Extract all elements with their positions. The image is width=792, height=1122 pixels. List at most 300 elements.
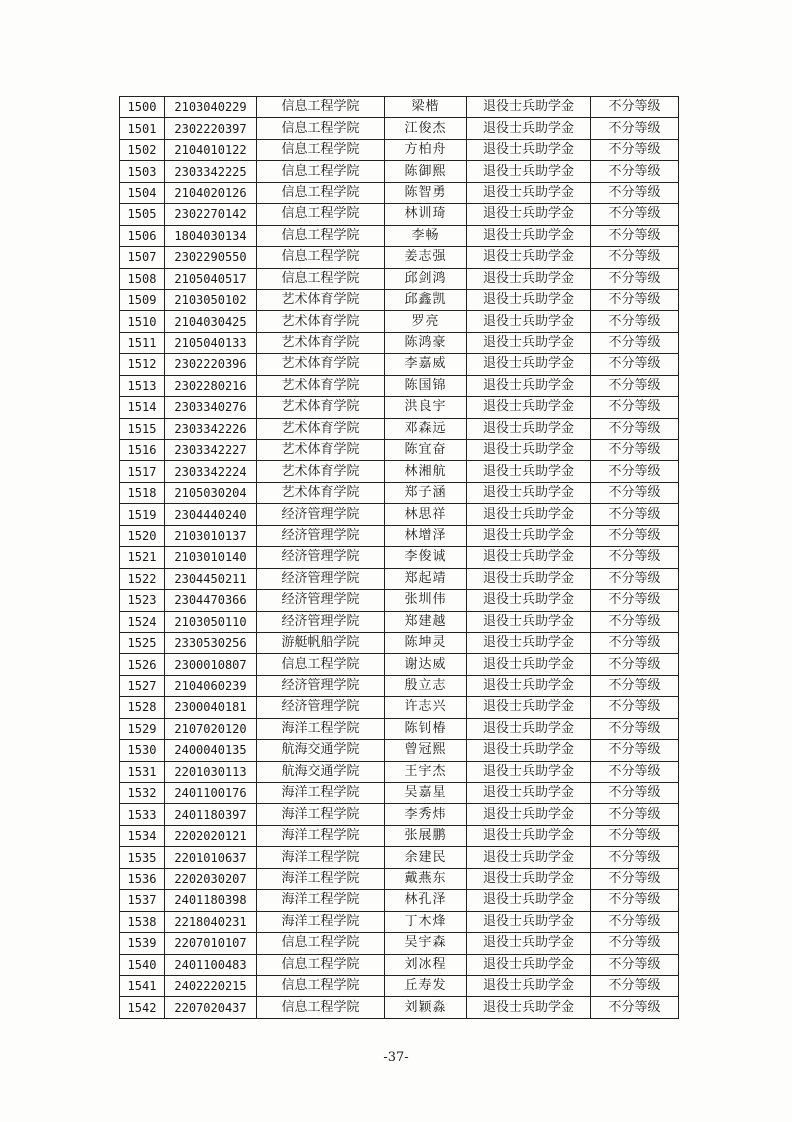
grade-cell: 不分等级 [591,397,679,418]
college-cell: 信息工程学院 [257,161,385,182]
grade-cell: 不分等级 [591,289,679,310]
student-id-cell: 2401100483 [165,954,257,975]
student-id-cell: 2304450211 [165,568,257,589]
student-id-cell: 2302220396 [165,354,257,375]
student-id-cell: 2201010637 [165,847,257,868]
award-type-cell: 退役士兵助学金 [467,268,591,289]
row-index-cell: 1537 [120,890,165,911]
college-cell: 海洋工程学院 [257,890,385,911]
table-row [120,611,679,632]
grade-cell: 不分等级 [591,847,679,868]
award-type-cell: 退役士兵助学金 [467,804,591,825]
award-type-cell: 退役士兵助学金 [467,182,591,203]
student-name-cell: 陈钊椿 [385,718,467,739]
student-id-cell: 2105040517 [165,268,257,289]
student-name-cell: 刘颖淼 [385,997,467,1018]
grade-cell: 不分等级 [591,525,679,546]
student-name-cell: 丁木烽 [385,911,467,932]
award-type-cell: 退役士兵助学金 [467,761,591,782]
row-index-cell: 1509 [120,289,165,310]
award-type-cell: 退役士兵助学金 [467,890,591,911]
table-row [120,482,679,503]
student-name-cell: 郑建越 [385,611,467,632]
student-name-cell: 邱剑鸿 [385,268,467,289]
row-index-cell: 1542 [120,997,165,1018]
college-cell: 艺术体育学院 [257,354,385,375]
grade-cell: 不分等级 [591,225,679,246]
student-id-cell: 2103010137 [165,525,257,546]
table-row [120,332,679,353]
grade-cell: 不分等级 [591,611,679,632]
scholarship-table [119,96,679,1019]
student-id-cell: 2401180397 [165,804,257,825]
student-name-cell: 余建民 [385,847,467,868]
college-cell: 经济管理学院 [257,525,385,546]
grade-cell: 不分等级 [591,182,679,203]
award-type-cell: 退役士兵助学金 [467,311,591,332]
row-index-cell: 1531 [120,761,165,782]
college-cell: 信息工程学院 [257,975,385,996]
row-index-cell: 1527 [120,675,165,696]
student-id-cell: 2218040231 [165,911,257,932]
grade-cell: 不分等级 [591,697,679,718]
award-type-cell: 退役士兵助学金 [467,354,591,375]
award-type-cell: 退役士兵助学金 [467,568,591,589]
row-index-cell: 1517 [120,461,165,482]
grade-cell: 不分等级 [591,590,679,611]
grade-cell: 不分等级 [591,161,679,182]
grade-cell: 不分等级 [591,97,679,118]
student-id-cell: 2201030113 [165,761,257,782]
student-id-cell: 2402220215 [165,975,257,996]
grade-cell: 不分等级 [591,954,679,975]
table-row [120,547,679,568]
grade-cell: 不分等级 [591,718,679,739]
row-index-cell: 1503 [120,161,165,182]
student-id-cell: 2302220397 [165,118,257,139]
student-name-cell: 林增泽 [385,525,467,546]
row-index-cell: 1514 [120,397,165,418]
grade-cell: 不分等级 [591,568,679,589]
table-row [120,504,679,525]
college-cell: 艺术体育学院 [257,482,385,503]
award-type-cell: 退役士兵助学金 [467,654,591,675]
row-index-cell: 1518 [120,482,165,503]
award-type-cell: 退役士兵助学金 [467,118,591,139]
row-index-cell: 1532 [120,783,165,804]
student-name-cell: 王宇杰 [385,761,467,782]
row-index-cell: 1500 [120,97,165,118]
table-row [120,97,679,118]
award-type-cell: 退役士兵助学金 [467,97,591,118]
college-cell: 海洋工程学院 [257,804,385,825]
award-type-cell: 退役士兵助学金 [467,504,591,525]
grade-cell: 不分等级 [591,890,679,911]
college-cell: 信息工程学院 [257,225,385,246]
row-index-cell: 1541 [120,975,165,996]
award-type-cell: 退役士兵助学金 [467,590,591,611]
row-index-cell: 1520 [120,525,165,546]
student-name-cell: 张展鹏 [385,825,467,846]
college-cell: 信息工程学院 [257,139,385,160]
student-name-cell: 梁楷 [385,97,467,118]
student-id-cell: 2302290550 [165,247,257,268]
grade-cell: 不分等级 [591,461,679,482]
college-cell: 游艇帆船学院 [257,632,385,653]
table-row [120,397,679,418]
row-index-cell: 1525 [120,632,165,653]
student-name-cell: 李嘉威 [385,354,467,375]
student-id-cell: 1804030134 [165,225,257,246]
college-cell: 经济管理学院 [257,675,385,696]
row-index-cell: 1516 [120,440,165,461]
award-type-cell: 退役士兵助学金 [467,332,591,353]
student-id-cell: 2304470366 [165,590,257,611]
college-cell: 信息工程学院 [257,933,385,954]
row-index-cell: 1513 [120,375,165,396]
award-type-cell: 退役士兵助学金 [467,740,591,761]
grade-cell: 不分等级 [591,440,679,461]
row-index-cell: 1515 [120,418,165,439]
college-cell: 信息工程学院 [257,247,385,268]
table-row [120,268,679,289]
student-name-cell: 邱鑫凯 [385,289,467,310]
student-name-cell: 殷立志 [385,675,467,696]
grade-cell: 不分等级 [591,975,679,996]
table-row [120,118,679,139]
grade-cell: 不分等级 [591,418,679,439]
row-index-cell: 1519 [120,504,165,525]
student-name-cell: 郑子涵 [385,482,467,503]
table-row [120,204,679,225]
table-row [120,375,679,396]
row-index-cell: 1512 [120,354,165,375]
award-type-cell: 退役士兵助学金 [467,204,591,225]
row-index-cell: 1505 [120,204,165,225]
award-type-cell: 退役士兵助学金 [467,375,591,396]
grade-cell: 不分等级 [591,375,679,396]
college-cell: 海洋工程学院 [257,911,385,932]
grade-cell: 不分等级 [591,139,679,160]
college-cell: 海洋工程学院 [257,847,385,868]
student-name-cell: 李俊诚 [385,547,467,568]
grade-cell: 不分等级 [591,354,679,375]
grade-cell: 不分等级 [591,740,679,761]
award-type-cell: 退役士兵助学金 [467,139,591,160]
award-type-cell: 退役士兵助学金 [467,461,591,482]
row-index-cell: 1501 [120,118,165,139]
student-name-cell: 张圳伟 [385,590,467,611]
table-row [120,182,679,203]
table-row [120,161,679,182]
grade-cell: 不分等级 [591,804,679,825]
award-type-cell: 退役士兵助学金 [467,525,591,546]
row-index-cell: 1502 [120,139,165,160]
award-type-cell: 退役士兵助学金 [467,482,591,503]
college-cell: 艺术体育学院 [257,332,385,353]
grade-cell: 不分等级 [591,332,679,353]
college-cell: 经济管理学院 [257,504,385,525]
student-name-cell: 罗亮 [385,311,467,332]
award-type-cell: 退役士兵助学金 [467,547,591,568]
college-cell: 海洋工程学院 [257,718,385,739]
student-id-cell: 2401180398 [165,890,257,911]
college-cell: 经济管理学院 [257,697,385,718]
row-index-cell: 1538 [120,911,165,932]
table-row [120,654,679,675]
college-cell: 信息工程学院 [257,118,385,139]
award-type-cell: 退役士兵助学金 [467,675,591,696]
college-cell: 艺术体育学院 [257,397,385,418]
student-id-cell: 2401100176 [165,783,257,804]
student-id-cell: 2202020121 [165,825,257,846]
student-id-cell: 2105030204 [165,482,257,503]
table-body [120,97,679,1019]
student-id-cell: 2104060239 [165,675,257,696]
grade-cell: 不分等级 [591,825,679,846]
student-name-cell: 江俊杰 [385,118,467,139]
college-cell: 艺术体育学院 [257,289,385,310]
college-cell: 信息工程学院 [257,268,385,289]
table-row [120,525,679,546]
row-index-cell: 1534 [120,825,165,846]
student-id-cell: 2302280216 [165,375,257,396]
college-cell: 艺术体育学院 [257,440,385,461]
student-id-cell: 2103040229 [165,97,257,118]
student-name-cell: 林训琦 [385,204,467,225]
table-row [120,847,679,868]
student-name-cell: 林孔泽 [385,890,467,911]
award-type-cell: 退役士兵助学金 [467,247,591,268]
award-type-cell: 退役士兵助学金 [467,868,591,889]
row-index-cell: 1521 [120,547,165,568]
page-number: -37- [383,1050,409,1065]
student-name-cell: 刘冰程 [385,954,467,975]
grade-cell: 不分等级 [591,118,679,139]
table-row [120,825,679,846]
college-cell: 信息工程学院 [257,997,385,1018]
student-name-cell: 李畅 [385,225,467,246]
student-id-cell: 2303342224 [165,461,257,482]
award-type-cell: 退役士兵助学金 [467,397,591,418]
college-cell: 信息工程学院 [257,954,385,975]
student-name-cell: 许志兴 [385,697,467,718]
grade-cell: 不分等级 [591,675,679,696]
student-name-cell: 陈国锦 [385,375,467,396]
row-index-cell: 1504 [120,182,165,203]
table-row [120,440,679,461]
college-cell: 艺术体育学院 [257,461,385,482]
student-id-cell: 2207010107 [165,933,257,954]
table-row [120,632,679,653]
college-cell: 艺术体育学院 [257,418,385,439]
student-name-cell: 林思祥 [385,504,467,525]
student-id-cell: 2103010140 [165,547,257,568]
student-id-cell: 2400040135 [165,740,257,761]
award-type-cell: 退役士兵助学金 [467,611,591,632]
student-id-cell: 2303342227 [165,440,257,461]
college-cell: 航海交通学院 [257,761,385,782]
table-row [120,890,679,911]
row-index-cell: 1533 [120,804,165,825]
grade-cell: 不分等级 [591,868,679,889]
student-id-cell: 2207020437 [165,997,257,1018]
student-name-cell: 郑起靖 [385,568,467,589]
student-name-cell: 姜志强 [385,247,467,268]
row-index-cell: 1529 [120,718,165,739]
grade-cell: 不分等级 [591,632,679,653]
student-name-cell: 邓森远 [385,418,467,439]
table-row [120,740,679,761]
row-index-cell: 1524 [120,611,165,632]
table-row [120,954,679,975]
college-cell: 海洋工程学院 [257,868,385,889]
table-row [120,354,679,375]
college-cell: 航海交通学院 [257,740,385,761]
student-id-cell: 2202030207 [165,868,257,889]
row-index-cell: 1508 [120,268,165,289]
table-row [120,868,679,889]
table-row [120,568,679,589]
grade-cell: 不分等级 [591,268,679,289]
award-type-cell: 退役士兵助学金 [467,783,591,804]
student-id-cell: 2104010122 [165,139,257,160]
college-cell: 海洋工程学院 [257,825,385,846]
row-index-cell: 1510 [120,311,165,332]
grade-cell: 不分等级 [591,997,679,1018]
table-row [120,311,679,332]
student-name-cell: 李秀炜 [385,804,467,825]
award-type-cell: 退役士兵助学金 [467,847,591,868]
student-id-cell: 2300010807 [165,654,257,675]
row-index-cell: 1522 [120,568,165,589]
student-name-cell: 方柏舟 [385,139,467,160]
award-type-cell: 退役士兵助学金 [467,697,591,718]
award-type-cell: 退役士兵助学金 [467,825,591,846]
table-row [120,225,679,246]
student-name-cell: 林湘航 [385,461,467,482]
student-id-cell: 2302270142 [165,204,257,225]
row-index-cell: 1506 [120,225,165,246]
college-cell: 信息工程学院 [257,97,385,118]
student-id-cell: 2103050102 [165,289,257,310]
college-cell: 信息工程学院 [257,182,385,203]
grade-cell: 不分等级 [591,504,679,525]
grade-cell: 不分等级 [591,311,679,332]
table-row [120,975,679,996]
award-type-cell: 退役士兵助学金 [467,289,591,310]
student-name-cell: 陈宜奋 [385,440,467,461]
student-id-cell: 2330530256 [165,632,257,653]
award-type-cell: 退役士兵助学金 [467,975,591,996]
row-index-cell: 1511 [120,332,165,353]
row-index-cell: 1528 [120,697,165,718]
table-row [120,139,679,160]
award-type-cell: 退役士兵助学金 [467,718,591,739]
row-index-cell: 1530 [120,740,165,761]
college-cell: 经济管理学院 [257,568,385,589]
student-id-cell: 2104030425 [165,311,257,332]
award-type-cell: 退役士兵助学金 [467,161,591,182]
college-cell: 艺术体育学院 [257,375,385,396]
student-id-cell: 2303342225 [165,161,257,182]
student-id-cell: 2303342226 [165,418,257,439]
grade-cell: 不分等级 [591,247,679,268]
row-index-cell: 1523 [120,590,165,611]
student-name-cell: 丘寿发 [385,975,467,996]
table-row [120,247,679,268]
grade-cell: 不分等级 [591,654,679,675]
table-row [120,289,679,310]
student-id-cell: 2105040133 [165,332,257,353]
student-id-cell: 2304440240 [165,504,257,525]
table-row [120,933,679,954]
student-name-cell: 吴嘉星 [385,783,467,804]
table-row [120,804,679,825]
row-index-cell: 1535 [120,847,165,868]
row-index-cell: 1540 [120,954,165,975]
student-id-cell: 2303340276 [165,397,257,418]
student-id-cell: 2104020126 [165,182,257,203]
student-id-cell: 2107020120 [165,718,257,739]
student-name-cell: 谢达威 [385,654,467,675]
award-type-cell: 退役士兵助学金 [467,440,591,461]
table-row [120,911,679,932]
row-index-cell: 1536 [120,868,165,889]
student-name-cell: 陈鸿豪 [385,332,467,353]
grade-cell: 不分等级 [591,933,679,954]
table-row [120,718,679,739]
college-cell: 信息工程学院 [257,204,385,225]
grade-cell: 不分等级 [591,204,679,225]
table-row [120,418,679,439]
grade-cell: 不分等级 [591,761,679,782]
college-cell: 海洋工程学院 [257,783,385,804]
student-name-cell: 陈坤灵 [385,632,467,653]
award-type-cell: 退役士兵助学金 [467,418,591,439]
college-cell: 经济管理学院 [257,547,385,568]
grade-cell: 不分等级 [591,482,679,503]
grade-cell: 不分等级 [591,783,679,804]
student-name-cell: 曾冠熙 [385,740,467,761]
student-id-cell: 2103050110 [165,611,257,632]
grade-cell: 不分等级 [591,911,679,932]
table-row [120,761,679,782]
table-row [120,997,679,1018]
student-name-cell: 陈智勇 [385,182,467,203]
college-cell: 经济管理学院 [257,611,385,632]
award-type-cell: 退役士兵助学金 [467,632,591,653]
row-index-cell: 1507 [120,247,165,268]
award-type-cell: 退役士兵助学金 [467,933,591,954]
row-index-cell: 1526 [120,654,165,675]
award-type-cell: 退役士兵助学金 [467,954,591,975]
college-cell: 经济管理学院 [257,590,385,611]
student-name-cell: 洪良宇 [385,397,467,418]
student-name-cell: 戴燕东 [385,868,467,889]
table-row [120,461,679,482]
grade-cell: 不分等级 [591,547,679,568]
student-name-cell: 吴宇森 [385,933,467,954]
table-row [120,675,679,696]
award-type-cell: 退役士兵助学金 [467,997,591,1018]
award-type-cell: 退役士兵助学金 [467,911,591,932]
row-index-cell: 1539 [120,933,165,954]
award-type-cell: 退役士兵助学金 [467,225,591,246]
student-id-cell: 2300040181 [165,697,257,718]
table-row [120,590,679,611]
student-name-cell: 陈御熙 [385,161,467,182]
